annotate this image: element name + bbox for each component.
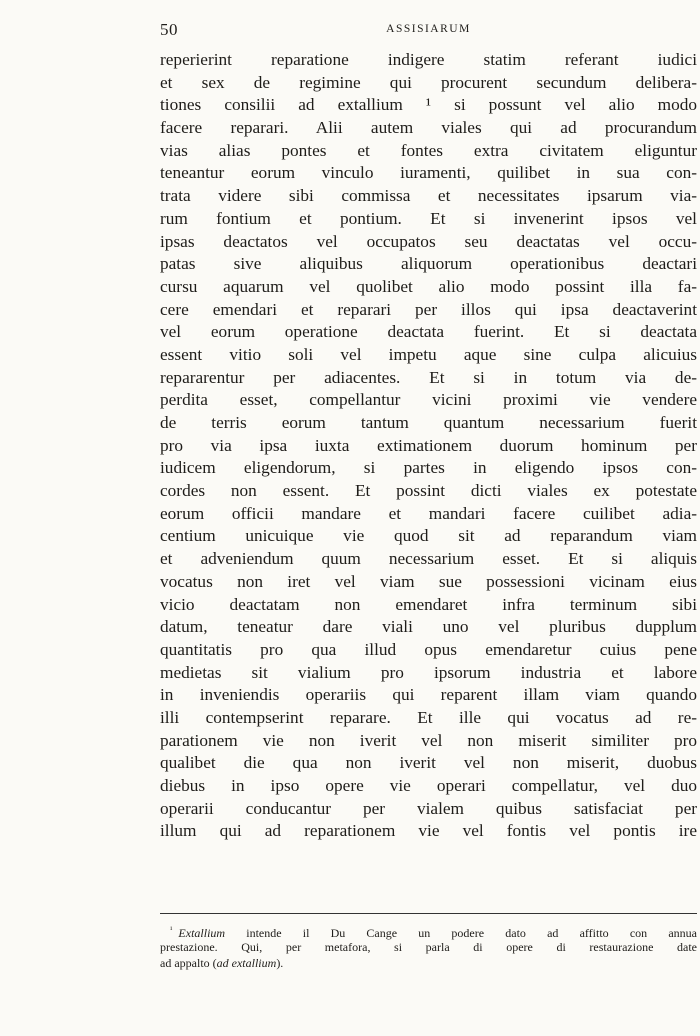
text-line: quantitatis pro qua illud opus emendaretur cuius pene bbox=[160, 639, 697, 659]
text-line: qualibet die qua non iverit vel non miserit, duobus bbox=[160, 753, 697, 773]
footnote-text: ad appalto ( bbox=[160, 956, 217, 970]
text-line: datum, teneatur dare viali uno vel pluribus dupplum bbox=[160, 617, 697, 637]
text-line: trata videre sibi commissa et necessitates ipsarum via- bbox=[160, 186, 697, 206]
text-line: facere reparari. Alii autem viales qui ad procurandum bbox=[160, 118, 697, 138]
text-line: patas sive aliquibus aliquorum operationibus deactari bbox=[160, 254, 697, 274]
footnote-term: Extallium bbox=[178, 926, 226, 940]
text-line: pro via ipsa iuxta extimationem duorum hominum per bbox=[160, 435, 697, 455]
text-line: reperierint reparatione indigere statim referant iudici bbox=[160, 50, 697, 69]
page-header bbox=[160, 20, 697, 44]
text-line: parationem vie non iverit vel non miserit similiter pro bbox=[160, 730, 697, 750]
text-line: et adveniendum quum necessarium esset. Et si aliquis bbox=[160, 549, 697, 569]
text-line: in inveniendis operariis qui reparent illam viam quando bbox=[160, 685, 697, 705]
text-line: vel eorum operatione deactata fuerint. Et si deactata bbox=[160, 322, 697, 342]
text-line: perdita esset, compellantur vicini proximi vie vendere bbox=[160, 390, 697, 410]
text-line: vias alias pontes et fontes extra civitatem eliguntur bbox=[160, 140, 697, 160]
text-line: teneantur eorum vinculo iuramenti, quilibet in sua con- bbox=[160, 163, 697, 183]
text-line: essent vitio soli vel impetu aque sine culpa alicuius bbox=[160, 344, 697, 364]
text-line: diebus in ipso opere vie operari compellatur, vel duo bbox=[160, 776, 697, 795]
footnote-text: intende il Du Cange un podere dato ad affitto con annua bbox=[225, 926, 697, 940]
text-line: iudicem eligendorum, si partes in eligendo ipsos con- bbox=[160, 458, 697, 478]
text-line: centium unicuique vie quod sit ad reparandum viam bbox=[160, 526, 697, 546]
footnote-line bbox=[160, 955, 697, 972]
footnote-text: ). bbox=[276, 956, 284, 970]
page-number: 50 bbox=[160, 20, 178, 39]
footnote-separator bbox=[160, 913, 697, 914]
text-line: illum qui ad reparationem vie vel fontis vel pontis ire bbox=[160, 821, 697, 841]
text-line: medietas sit vialium pro ipsorum industria et labore bbox=[160, 662, 697, 682]
footnote-line: prestazione. Qui, per metafora, si parla di opere di restaurazione date bbox=[160, 939, 697, 954]
text-line: rum fontium et pontium. Et si invenerint ipsos vel bbox=[160, 208, 697, 228]
text-line: cursu aquarum vel quolibet alio modo possint illa fa- bbox=[160, 276, 697, 296]
main-text-block bbox=[160, 49, 697, 843]
footnote-term: ad extallium bbox=[216, 956, 277, 970]
text-line: de terris eorum tantum quantum necessarium fuerit bbox=[160, 413, 697, 432]
text-line: eorum officii mandare et mandari facere cuilibet adia- bbox=[160, 503, 697, 523]
footnote-line bbox=[160, 922, 697, 939]
text-line: vicio deactatam non emendaret infra terminum sibi bbox=[160, 594, 697, 614]
text-line: cere emendari et reparari per illos qui ipsa deactaverint bbox=[160, 299, 697, 319]
text-line: illi contempserint reparare. Et ille qui vocatus ad re- bbox=[160, 707, 697, 727]
text-line: cordes non essent. Et possint dicti viales ex potestate bbox=[160, 481, 697, 501]
footnote-marker: ¹ bbox=[170, 925, 173, 934]
text-line: operarii conducantur per vialem quibus satisfaciat per bbox=[160, 798, 697, 818]
footnote bbox=[160, 922, 697, 972]
running-title: ASSISIARUM bbox=[386, 23, 471, 35]
text-line: et sex de regimine qui procurent secundum delibera- bbox=[160, 72, 697, 92]
text-line: vocatus non iret vel viam sue possessioni vicinam eius bbox=[160, 571, 697, 591]
text-line: repararentur per adiacentes. Et si in totum via de- bbox=[160, 367, 697, 387]
text-line: tiones consilii ad extallium ¹ si possunt vel alio modo bbox=[160, 95, 697, 115]
text-line: ipsas deactatos vel occupatos seu deactatas vel occu- bbox=[160, 231, 697, 251]
